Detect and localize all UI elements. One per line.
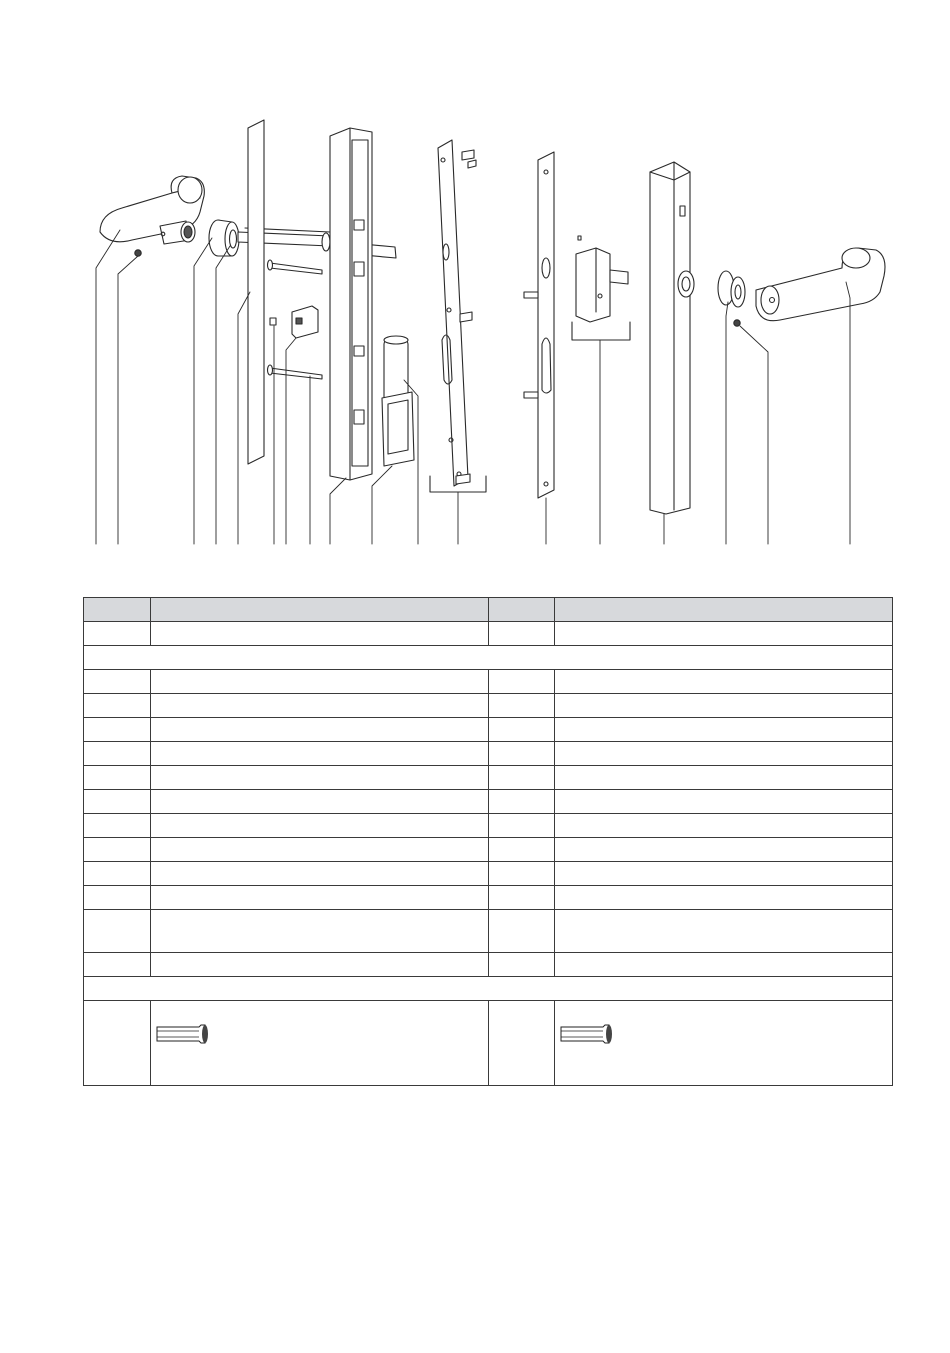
table-cell [555,718,893,742]
table-row [84,953,893,977]
small-nut [270,318,276,325]
table-cell [489,814,555,838]
table-cell [84,766,151,790]
table-cell [489,862,555,886]
table-cell [555,670,893,694]
table-cell [84,814,151,838]
outer-rose [209,220,239,256]
table-row [84,886,893,910]
table-cell [84,862,151,886]
table-row [84,670,893,694]
table-cell [489,1001,555,1086]
table-row [84,1001,893,1086]
table-row [84,814,893,838]
table-cell [489,670,555,694]
table-cell [151,953,489,977]
table-cell [151,790,489,814]
table-row [84,694,893,718]
table-cell [151,838,489,862]
table-cell [489,910,555,953]
cable-connector [292,306,318,338]
table-section-row [84,646,893,670]
table-cell [555,886,893,910]
table-cell [555,790,893,814]
long-screw-upper [268,260,323,274]
spindle-adapter [576,236,628,322]
table-cell [555,742,893,766]
header-cell [555,598,893,622]
table-cell [555,766,893,790]
table-cell [489,622,555,646]
table-cell [151,862,489,886]
header-cell [489,598,555,622]
table-cell [489,838,555,862]
table-cell [489,766,555,790]
lock-plate [524,152,554,498]
inner-grub-screw [734,320,740,326]
table-cell [151,718,489,742]
table-row [84,766,893,790]
table-cell [84,790,151,814]
table-cell [489,742,555,766]
table-cell [151,886,489,910]
outer-escutcheon-body [330,128,372,480]
inner-escutcheon-body [650,162,694,514]
table-cell [84,910,151,953]
table-cell [84,886,151,910]
table-cell [84,718,151,742]
table-row [84,742,893,766]
parts-table [83,597,893,1086]
header-cell [84,598,151,622]
table-row [84,862,893,886]
exploded-assembly-diagram [0,0,950,560]
table-cell [489,694,555,718]
table-cell [151,766,489,790]
table-cell [84,838,151,862]
table-cell [489,718,555,742]
table-cell [555,953,893,977]
table-cell [84,670,151,694]
table-section-row [84,977,893,1001]
table-cell [555,694,893,718]
inner-rose [718,271,745,307]
outer-lever-handle [100,176,204,244]
table-row [84,790,893,814]
table-header-row [84,598,893,622]
spindle-adapter-icon [155,1021,215,1051]
table-cell [84,1001,151,1086]
table-cell [555,814,893,838]
table-section-cell [84,646,893,670]
table-cell [151,910,489,953]
table-row [84,718,893,742]
table-cell [84,953,151,977]
table-cell [555,862,893,886]
table-cell [151,1001,489,1086]
battery-holder [382,336,414,466]
table-cell [151,814,489,838]
table-cell [151,694,489,718]
table-cell [489,790,555,814]
table-cell [151,742,489,766]
table-cell [555,910,893,953]
table-cell [151,670,489,694]
outer-grub-screw [135,250,141,256]
table-section-cell [84,977,893,1001]
header-cell [151,598,489,622]
spindle-adapter-icon [559,1021,619,1051]
table-cell [84,622,151,646]
table-cell [84,742,151,766]
bracket-mark-adapter [572,322,630,340]
table-cell [84,694,151,718]
table-row [84,910,893,953]
inner-lever-handle [756,248,885,321]
table-cell [555,622,893,646]
table-cell [489,886,555,910]
table-row [84,838,893,862]
long-screw-lower [268,365,323,379]
table-cell [555,838,893,862]
table-row [84,622,893,646]
table-cell [151,622,489,646]
table-cell [489,953,555,977]
table-cell [555,1001,893,1086]
